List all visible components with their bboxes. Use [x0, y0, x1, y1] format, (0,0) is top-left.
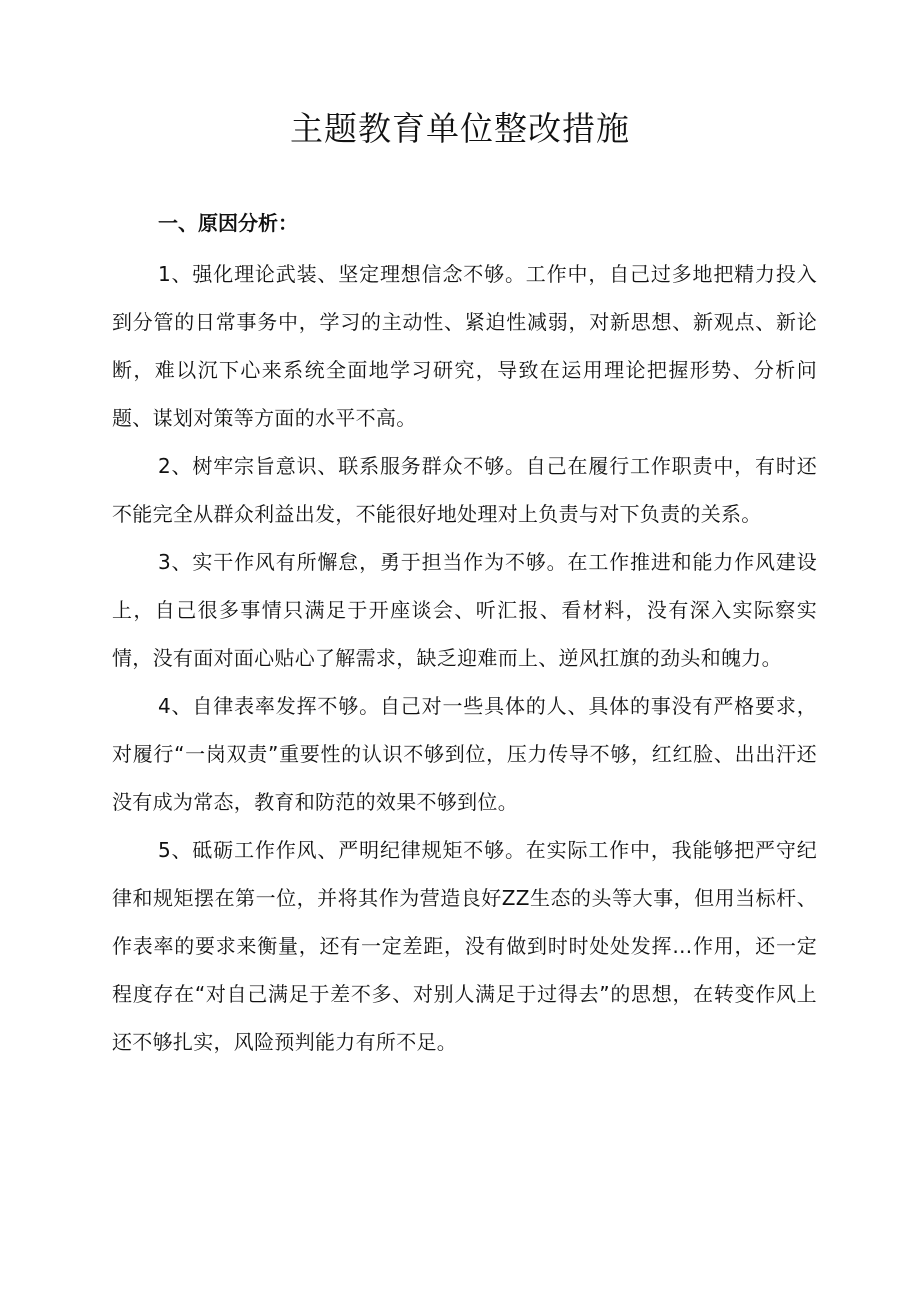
paragraph-2: 2、树牢宗旨意识、联系服务群众不够。自己在履行工作职责中，有时还不能完全从群众利益出发，不能很好地处理对上负责与对下负责的关系。 [112, 454, 817, 526]
section-heading: 一、原因分析： [158, 211, 298, 235]
paragraph-3: 3、实干作风有所懈怠，勇于担当作为不够。在工作推进和能力作风建设上，自己很多事情只满足于开座谈会、听汇报、看材料，没有深入实际察实情，没有面对面心贴心了解需求，缺乏迎难而上、逆风扛旗的劲头和魄力。 [112, 550, 817, 670]
document-title: 主题教育单位整改措施 [290, 109, 630, 148]
paragraph-1: 1、强化理论武装、坚定理想信念不够。工作中，自己过多地把精力投入到分管的日常事务中，学习的主动性、紧迫性减弱，对新思想、新观点、新论断，难以沉下心来系统全面地学习研究，导致在运用理论把握形势、分析问题、谋划对策等方面的水平不高。 [112, 262, 817, 430]
paragraph-5: 5、砥砺工作作风、严明纪律规矩不够。在实际工作中，我能够把严守纪律和规矩摆在第一位，并将其作为营造良好ZZ生态的头等大事，但用当标杆、作表率的要求来衡量，还有一定差距，没有做到时时处处发挥…作用，还一定程度存在“对自己满足于差不多、对别人满足于过得去”的思想，在转变作风上还不够扎实，风险预判能力有所不足。 [112, 838, 817, 1054]
paragraph-4: 4、自律表率发挥不够。自己对一些具体的人、具体的事没有严格要求，对履行“一岗双责”重要性的认识不够到位，压力传导不够，红红脸、出出汗还没有成为常态，教育和防范的效果不够到位。 [112, 694, 817, 814]
